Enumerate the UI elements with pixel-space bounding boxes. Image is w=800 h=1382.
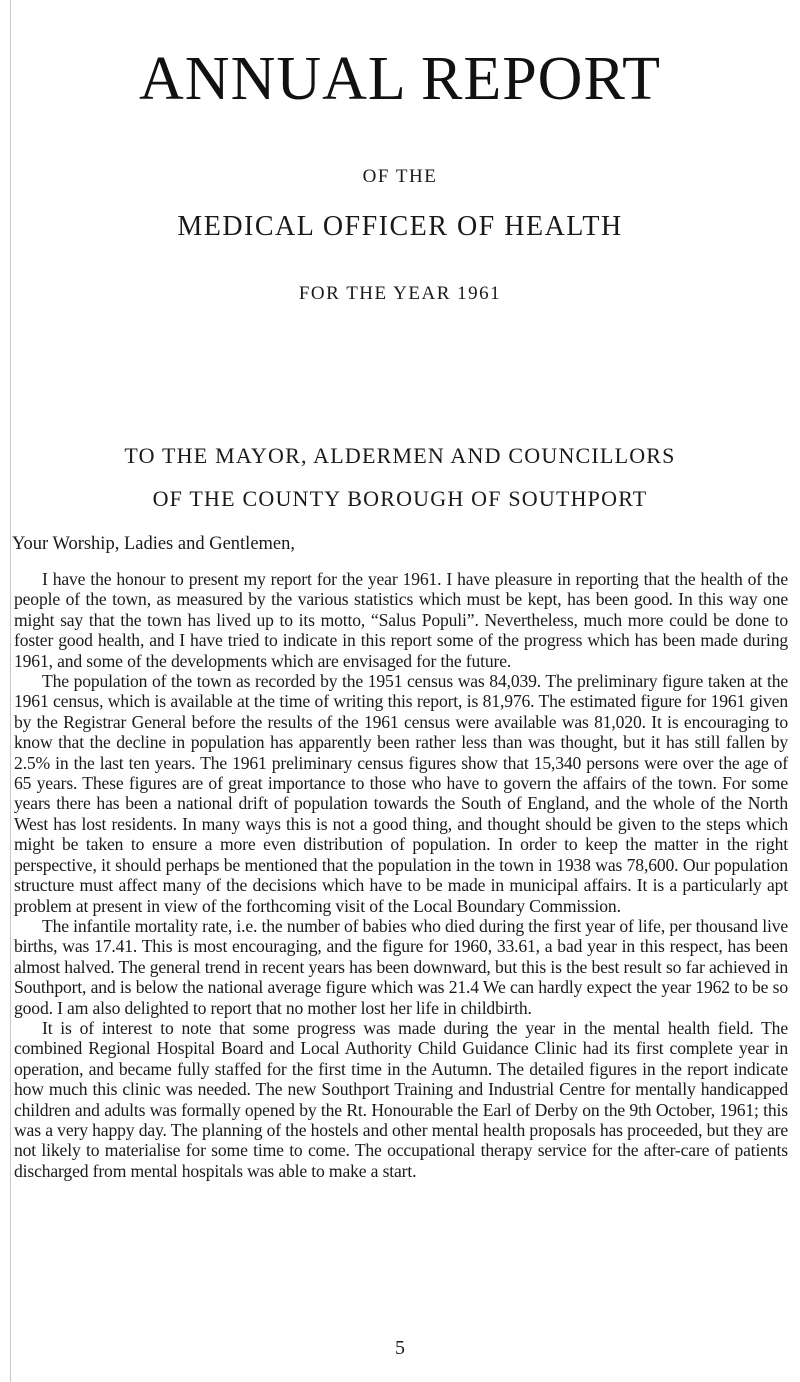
paragraph-mental-health: It is of interest to note that some progress was made during the year in the mental health field. The combined Regional Hospital Board and Local Authority Child Guidance Clinic had its first complete year in operation, and became fully staffed for the first time in the Autumn. The detailed figures in the report indicate how much this clinic was needed. The new Southport Training and Industrial Centre for mentally handicapped children and adults was formally opened by the Rt. Honourable the Earl of Derby on the 9th October, 1961; this was a very happy day. The planning of the hostels and other mental health proposals has proceeded, but they are not likely to materialise for some time to come. The occupational therapy service for the after-care of patients discharged from mental hospitals was able to make a start. (14, 1017, 788, 1181)
report-title: ANNUAL REPORT (139, 45, 661, 113)
paragraph-infant-mortality: The infantile mortality rate, i.e. the number of babies who died during the first year of life, per thousand live births, was 17.41. This is most encouraging, and the figure for 1960, 33.61, a bad year in this respect, has been almost halved. The general trend in recent years has been downward, but this is the best result so far achieved in Southport, and is below the national average figure which was 21.4 We can hardly expect the year 1962 to be so good. I am also delighted to report that no mother lost her life in childbirth. (14, 915, 788, 1018)
report-body (14, 569, 788, 1181)
page-edge-line (10, 0, 11, 1382)
paragraph-population: The population of the town as recorded by the 1951 census was 84,039. The preliminary figure taken at the 1961 census, which is available at the time of writing this report, is 81,976. The estimated figure for 1961 given by the Registrar General before the results of the 1961 census were available was 81,020. It is encouraging to know that the decline in population has apparently been rather less than was thought, but it has still fallen by 2.5% in the last ten years. The 1961 preliminary census figures show that 15,340 persons were over the age of 65 years. These figures are of great importance to those who have to govern the affairs of the town. For some years there has been a national drift of population towards the South of England, and the whole of the North West has lost residents. In many ways this is not a good thing, and thought should be given to the steps which might be taken to ensure a more even distribution of population. In order to keep the matter in the right perspective, it should perhaps be mentioned that the population in the town in 1938 was 78,600. Our population structure must affect many of the decisions which have to be made in municipal affairs. It is a particularly apt problem at present in view of the forthcoming visit of the Local Boundary Commission. (14, 671, 788, 916)
report-year: FOR THE YEAR 1961 (298, 283, 502, 304)
subtitle-of-the: OF THE (362, 166, 438, 187)
address-line-2: OF THE COUNTY BOROUGH OF SOUTHPORT (152, 486, 648, 511)
paragraph-introduction: I have the honour to present my report for the year 1961. I have pleasure in reporting that the health of the people of the town, as measured by the various statistics which must be kept, has been good. In this way one might say that the town has lived up to its motto, “Salus Populi”. Nevertheless, much more could be done to foster good health, and I have tried to indicate in this report some of the progress which has been made during 1961, and some of the developments which are envisaged for the future. (14, 569, 788, 671)
office-title: MEDICAL OFFICER OF HEALTH (177, 211, 623, 242)
salutation: Your Worship, Ladies and Gentlemen, (12, 534, 296, 554)
address-line-1: TO THE MAYOR, ALDERMEN AND COUNCILLORS (124, 443, 676, 468)
page-number: 5 (395, 1337, 405, 1359)
